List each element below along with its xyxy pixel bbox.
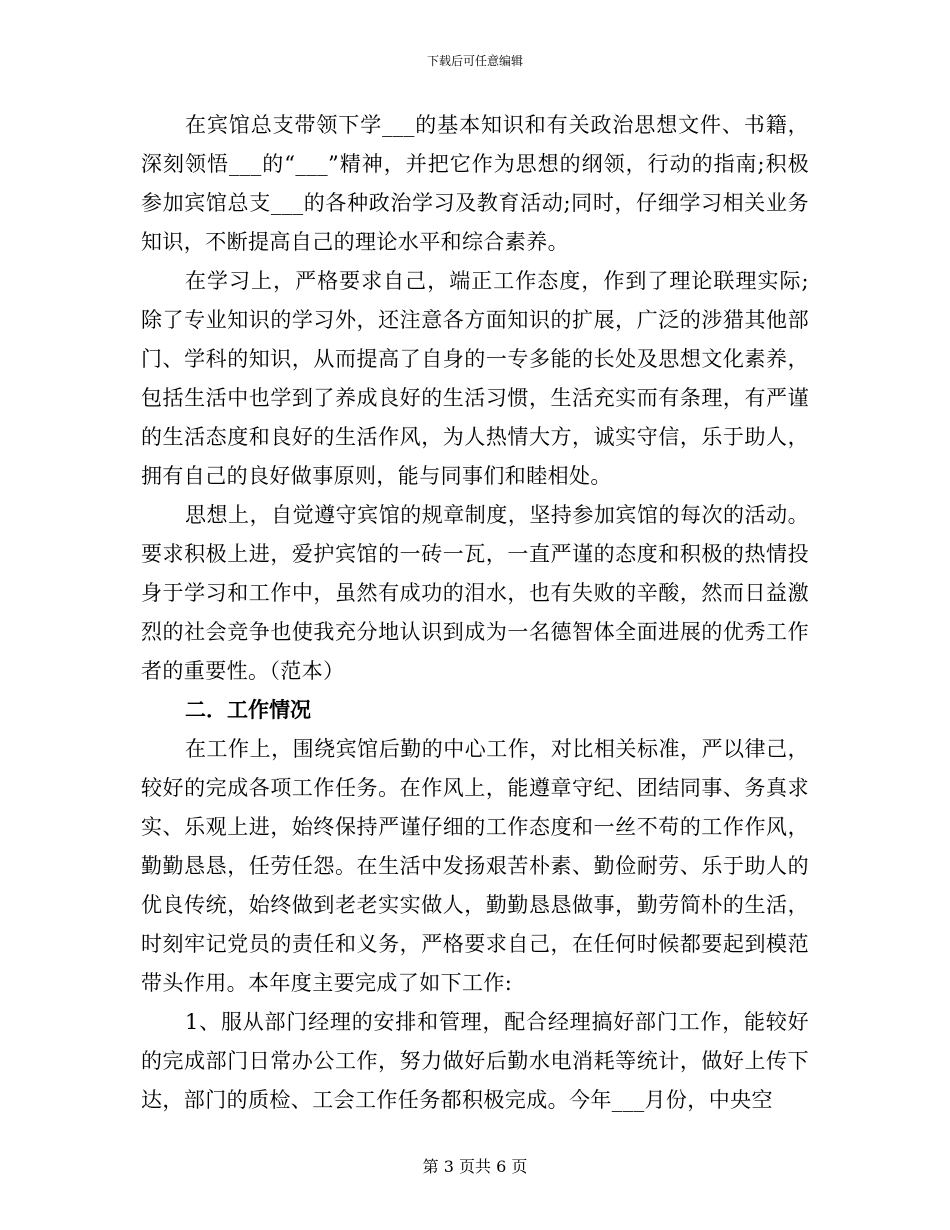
paragraph-item-1: 1、服从部门经理的安排和管理，配合经理搞好部门工作，能较好的完成部门日常办公工作，努力做好后勤水电消耗等统计，做好上传下达，部门的质检、工会工作任务都积极完成。今年___月份，中央空 xyxy=(141,1010,809,1112)
page-number: 第 3 页共 6 页 xyxy=(422,1157,528,1176)
paragraph-political-study: 在宾馆总支带领下学___的基本知识和有关政治思想文件、书籍，深刻领悟___的“___”精神，并把它作为思想的纲领，行动的指南;积极参加宾馆总支___的各种政治学习及教育活动;同时，仔细学习相关业务知识，不断提高自己的理论水平和综合素养。 xyxy=(141,113,809,254)
section-heading-work: 二．工作情况 xyxy=(185,698,311,722)
paragraph-learning: 在学习上，严格要求自己，端正工作态度，作到了理论联理实际;除了专业知识的学习外，还注意各方面知识的扩展，广泛的涉猎其他部门、学科的知识，从而提高了自身的一专多能的长处及思想文化素养，包括生活中也学到了养成良好的生活习惯，生活充实而有条理，有严谨的生活态度和良好的生活作风，为人热情大方，诚实守信，乐于助人，拥有自己的良好做事原则，能与同事们和睦相处。 xyxy=(141,269,809,488)
document-body xyxy=(141,106,809,1120)
page-header-note: 下载后可任意编辑 xyxy=(426,54,523,68)
paragraph-thinking: 思想上，自觉遵守宾馆的规章制度，坚持参加宾馆的每次的活动。要求积极上进，爱护宾馆的一砖一瓦，一直严谨的态度和积极的热情投身于学习和工作中，虽然有成功的泪水，也有失败的辛酸，然而日益激烈的社会竞争也使我充分地认识到成为一名德智体全面进展的优秀工作者的重要性。（范本） xyxy=(141,503,809,683)
paragraph-work: 在工作上，围绕宾馆后勤的中心工作，对比相关标准，严以律己，较好的完成各项工作任务。在作风上，能遵章守纪、团结同事、务真求实、乐观上进，始终保持严谨仔细的工作态度和一丝不苟的工作作风，勤勤恳恳，任劳任怨。在生活中发扬艰苦朴素、勤俭耐劳、乐于助人的优良传统，始终做到老老实实做人，勤勤恳恳做事，勤劳简朴的生活，时刻牢记党员的责任和义务，严格要求自己，在任何时候都要起到模范带头作用。本年度主要完成了如下工作: xyxy=(141,737,809,995)
